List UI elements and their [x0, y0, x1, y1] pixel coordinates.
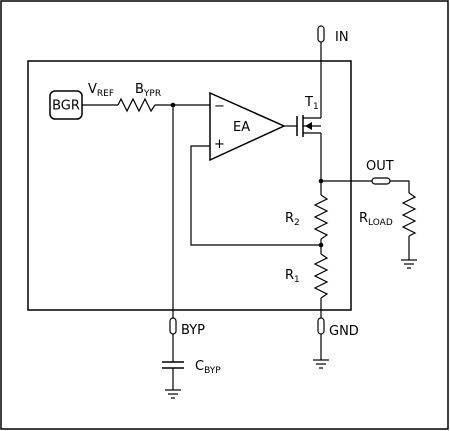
cbyp-label: $C_{BYP}$	[195, 359, 221, 376]
rload-label: $R_{LOAD}$	[359, 211, 393, 228]
rload-ground-icon	[401, 260, 417, 268]
byp-pin	[170, 318, 176, 334]
out-pin	[372, 178, 390, 184]
wire-feedback	[191, 146, 321, 245]
in-label: IN	[335, 30, 349, 45]
ea-label: EA	[233, 120, 251, 135]
r1-label: $R_1$	[285, 268, 300, 285]
gnd-label: GND	[329, 324, 359, 339]
error-amplifier	[210, 93, 284, 160]
t1-mosfet	[297, 115, 321, 137]
cbyp-ground-icon	[165, 390, 181, 398]
r2-label: $R_2$	[285, 211, 300, 228]
gnd-pin	[318, 318, 324, 334]
outer-frame	[1, 1, 448, 429]
ea-plus-sign: +	[214, 137, 225, 152]
cbyp-capacitor	[162, 362, 184, 368]
byp-label: BYP	[181, 323, 205, 338]
bgr-block	[50, 91, 82, 119]
wire-rload-top	[390, 181, 409, 193]
bgr-label: BGR	[52, 98, 80, 114]
in-pin	[318, 26, 324, 42]
bypr-label: $B_{YPR}$	[135, 82, 162, 99]
t1-label: $T_1$	[305, 95, 319, 112]
bypr-resistor	[118, 99, 155, 111]
r2-resistor	[315, 195, 327, 239]
gnd-ground-icon	[313, 360, 329, 368]
rload-resistor	[403, 193, 415, 236]
out-label: OUT	[366, 159, 394, 174]
r1-resistor	[315, 254, 327, 298]
ea-minus-sign: −	[214, 99, 225, 114]
vref-label: $V_{REF}$	[88, 82, 115, 99]
